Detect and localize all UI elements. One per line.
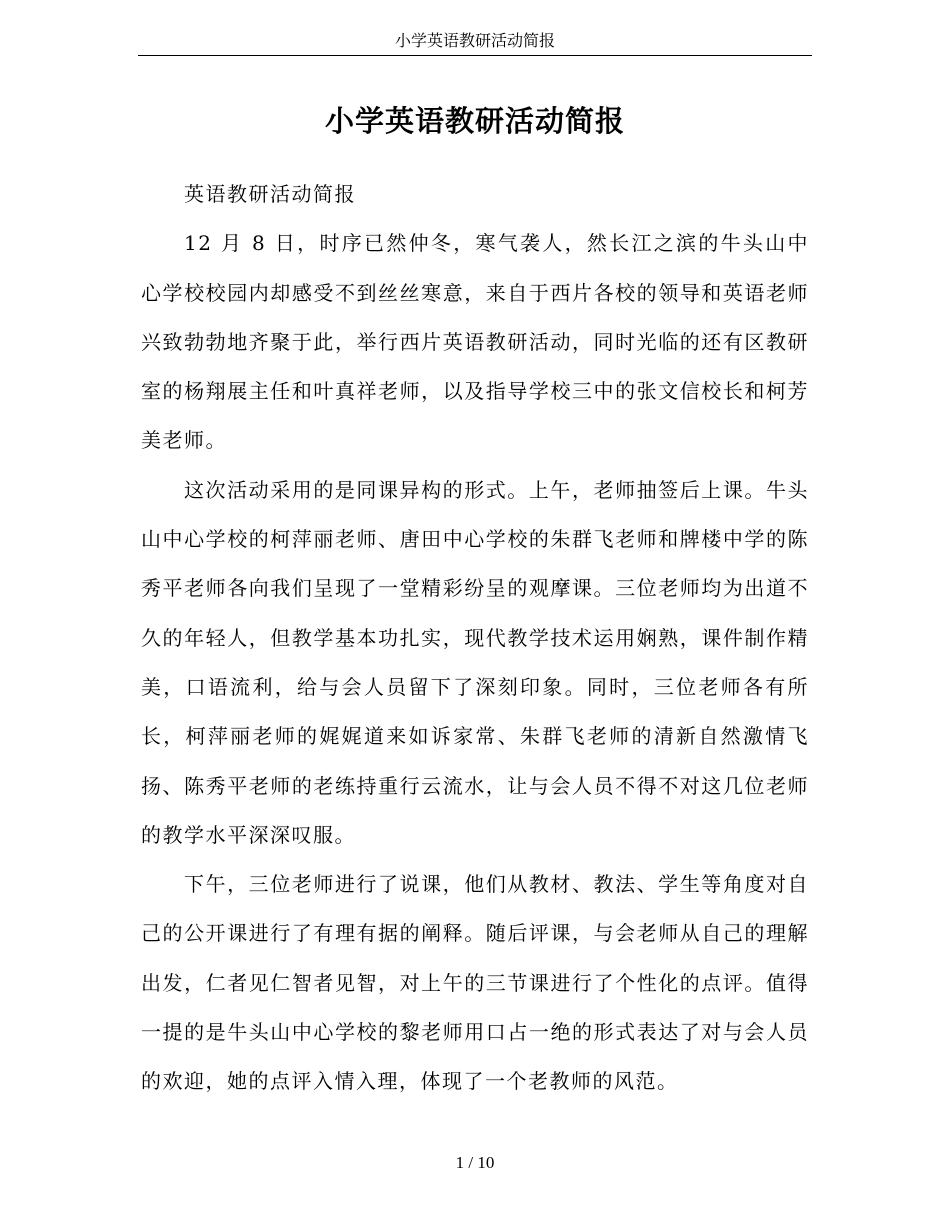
running-header: 小学英语教研活动简报 (394, 31, 555, 50)
subtitle-paragraph: 英语教研活动简报 (184, 182, 356, 206)
page-number: 1 / 10 (455, 1153, 495, 1172)
body-paragraph-3: 下午，三位老师进行了说课，他们从教材、教法、学生等角度对自己的公开课进行了有理有据的阐释。随后评课，与会老师从自己的理解出发，仁者见仁智者见智，对上午的三节课进行了个性化的点评。值得一提的是牛头山中心学校的黎老师用口占一绝的形式表达了对与会人员的欢迎，她的点评入情入理，体现了一个老教师的风范。 (141, 872, 809, 1094)
document-body (141, 170, 809, 1107)
header-divider (138, 55, 812, 56)
body-paragraph-1: 12 月 8 日，时序已然仲冬，寒气袭人，然长江之滨的牛头山中心学校校园内却感受不到丝丝寒意，来自于西片各校的领导和英语老师兴致勃勃地齐聚于此，举行西片英语教研活动，同时光临的还有区教研室的杨翔展主任和叶真祥老师，以及指导学校三中的张文信校长和柯芳美老师。 (141, 231, 809, 453)
body-paragraph-2: 这次活动采用的是同课异构的形式。上午，老师抽签后上课。牛头山中心学校的柯萍丽老师、唐田中心学校的朱群飞老师和牌楼中学的陈秀平老师各向我们呈现了一堂精彩纷呈的观摩课。三位老师均为出道不久的年轻人，但教学基本功扎实，现代教学技术运用娴熟，课件制作精美，口语流利，给与会人员留下了深刻印象。同时，三位老师各有所长，柯萍丽老师的娓娓道来如诉家常、朱群飞老师的清新自然激情飞扬、陈秀平老师的老练持重行云流水，让与会人员不得不对这几位老师的教学水平深深叹服。 (141, 477, 809, 847)
document-title: 小学英语教研活动简报 (324, 104, 625, 138)
